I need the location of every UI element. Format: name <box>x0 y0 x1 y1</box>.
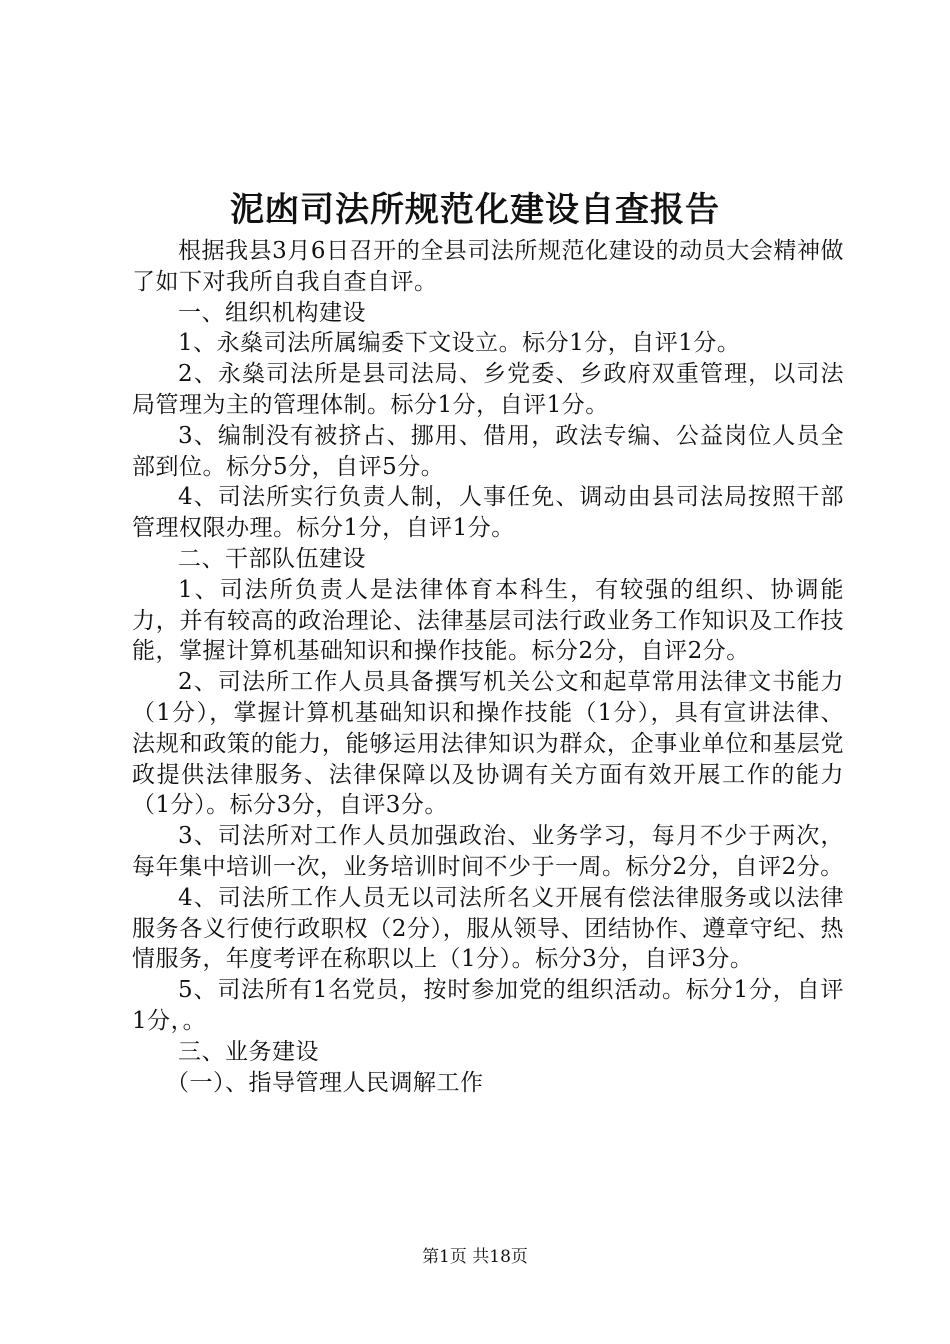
heading-section-3: 三、业务建设 <box>178 1038 319 1065</box>
heading-subsection-3-1: （一）、指导管理人民调解工作 <box>166 1069 484 1096</box>
paragraph-2-5: 5、司法所有1名党员，按时参加党的组织活动。标分1分，自评1分，。 <box>132 977 844 1034</box>
document-title: 泥凼司法所规范化建设自查报告 <box>230 190 720 230</box>
paragraph-2-4: 4、司法所工作人员无以司法所名义开展有偿法律服务或以法律服务各义行使行政职权（2分），服从领导、团结协作、遵章守纪、热情服务，年度考评在称职以上（1分）。标分3分，自评3分。 <box>132 884 844 973</box>
paragraph-1-2: 2、永燊司法所是县司法局、乡党委、乡政府双重管理，以司法局管理为主的管理体制。标分1分，自评1分。 <box>132 361 844 418</box>
paragraph-2-2: 2、司法所工作人员具备撰写机关公文和起草常用法律文书能力（1分），掌握计算机基础知识和操作技能（1分），具有宣讲法律、法规和政策的能力，能够运用法律知识为群众，企事业单位和基层党政提供法律服务、法律保障以及协调有关方面有效开展工作的能力（1分）。标分3分，自评3分。 <box>132 669 844 819</box>
paragraph-1-4: 4、司法所实行负责人制，人事任免、调动由县司法局按照干部管理权限办理。标分1分，自评1分。 <box>132 484 844 542</box>
page-footer: 第1页 共18页 <box>422 1247 528 1267</box>
heading-section-2: 二、干部队伍建设 <box>178 545 366 572</box>
paragraph-intro: 根据我县3月6日召开的全县司法所规范化建设的动员大会精神做了如下对我所自我自查自评。 <box>132 238 844 295</box>
paragraph-1-1: 1、永燊司法所属编委下文设立。标分1分，自评1分。 <box>178 330 741 357</box>
heading-section-1: 一、组织机构建设 <box>178 299 366 326</box>
paragraph-2-3: 3、司法所对工作人员加强政治、业务学习，每月不少于两次，每年集中培训一次，业务培训时间不少于一周。标分2分，自评2分。 <box>132 823 844 880</box>
paragraph-2-1: 1、司法所负责人是法律体育本科生，有较强的组织、协调能力，并有较高的政治理论、法律基层司法行政业务工作知识及工作技能，掌握计算机基础知识和操作技能。标分2分，自评2分。 <box>132 576 844 665</box>
paragraph-1-3: 3、编制没有被挤占、挪用、借用，政法专编、公益岗位人员全部到位。标分5分，自评5分。 <box>132 422 844 480</box>
document-body <box>132 236 844 1098</box>
